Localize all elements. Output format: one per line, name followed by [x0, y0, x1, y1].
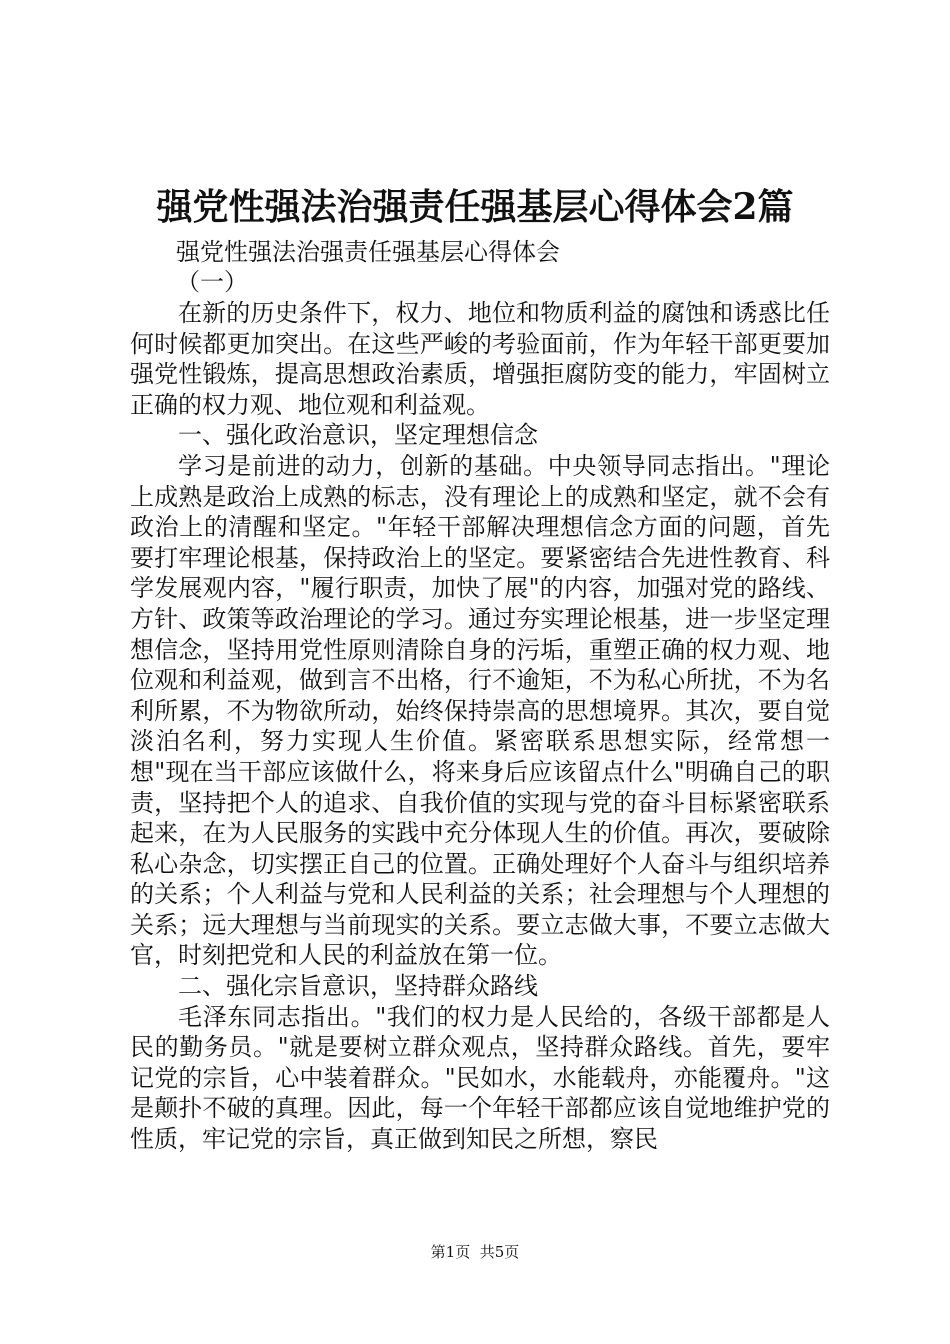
document-title: 强党性强法治强责任强基层心得体会2篇: [156, 186, 794, 228]
document-subtitle: 强党性强法治强责任强基层心得体会: [176, 238, 560, 266]
section-heading: 一、强化政治意识，坚定理想信念: [178, 421, 538, 450]
paragraph: 在新的历史条件下，权力、地位和物质利益的腐蚀和诱惑比任何时候都更加突出。在这些严峻的考验面前，作为年轻干部更要加强党性锻炼，提高思想政治素质，增强拒腐防变的能力，牢固树立正确的权力观、地位观和利益观。: [130, 299, 830, 419]
paragraph: 学习是前进的动力，创新的基础。中央领导同志指出。"理论上成熟是政治上成熟的标志，没有理论上的成熟和坚定，就不会有政治上的清醒和坚定。"年轻干部解决理想信念方面的问题，首先要打牢理论根基，保持政治上的坚定。要紧密结合先进性教育、科学发展观内容，"履行职责，加快了展"的内容，加强对党的路线、方针、政策等政治理论的学习。通过夯实理论根基，进一步坚定理想信念，坚持用党性原则清除自身的污垢，重塑正确的权力观、地位观和利益观，做到言不出格，行不逾矩，不为私心所扰，不为名利所累，不为物欲所动，始终保持崇高的思想境界。其次，要自觉淡泊名利，努力实现人生价值。紧密联系思想实际，经常想一想"现在当干部应该做什么，将来身后应该留点什么"明确自己的职责，坚持把个人的追求、自我价值的实现与党的奋斗目标紧密联系起来，在为人民服务的实践中充分体现人生的价值。再次，要破除私心杂念，切实摆正自己的位置。正确处理好个人奋斗与组织培养的关系；个人利益与党和人民利益的关系；社会理想与个人理想的关系；远大理想与当前现实的关系。要立志做大事，不要立志做大官，时刻把党和人民的利益放在第一位。: [130, 451, 830, 970]
page-total: 共5页: [479, 1243, 520, 1261]
section-number: （一）: [176, 268, 248, 296]
page-footer: [0, 1242, 950, 1262]
page-number: 第1页: [430, 1243, 471, 1261]
section-heading: 二、强化宗旨意识，坚持群众路线: [178, 972, 538, 1001]
document-body: [130, 298, 830, 1155]
paragraph: 毛泽东同志指出。"我们的权力是人民给的，各级干部都是人民的勤务员。"就是要树立群众观点，坚持群众路线。首先，要牢记党的宗旨，心中装着群众。"民如水，水能载舟，亦能覆舟。"这是颠扑不破的真理。因此，每一个年轻干部都应该自觉地维护党的性质，牢记党的宗旨，真正做到知民之所想，察民: [130, 1002, 830, 1154]
